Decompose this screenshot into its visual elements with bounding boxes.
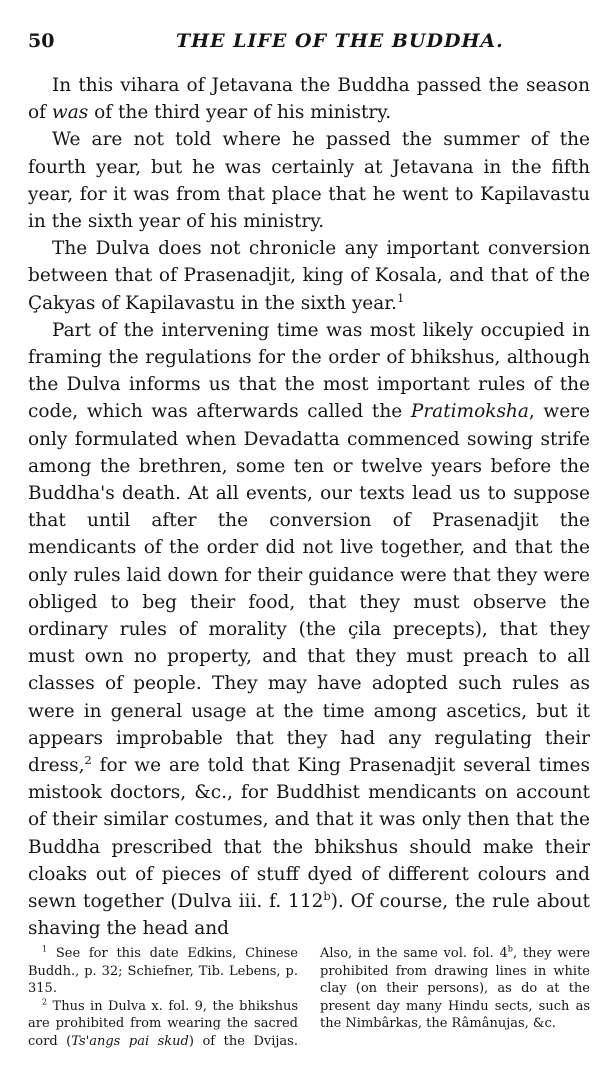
note-reference: 2 (84, 752, 92, 767)
text-run: Part of the intervening time was most likely occupied in framing the regulations for the order of bhikshus, although the Dulva informs us that the most important rules of the code, which was afterwards called the (28, 319, 590, 423)
page-number: 50 (28, 30, 55, 52)
text-run: ). Of course, the rule about shaving the head and (28, 891, 590, 940)
note-reference: 1 (42, 944, 48, 954)
running-title: THE LIFE OF THE BUDDHA. (176, 30, 504, 52)
text-run: for we are told that King Prasenadjit several times mistook doctors, &c., for Buddhist mendicants on account of their similar costumes, and that it was only then that the Buddha prescribed that the bhikshus should make their cloaks out of pieces of stuff dyed of different colours and sewn together (Dulva iii. f. 112 (28, 755, 590, 913)
text-run: See for this date Edkins, Chinese Buddh., p. 32; Schiefner, Tib. Lebens, p. 315. (28, 946, 298, 997)
text-run: ) of the Dvijas. Also, in the same vol. fol. 4 (188, 946, 508, 1049)
text-run: In this vihara of Jetavana the Buddha passed the season of (28, 75, 590, 124)
page-header (28, 30, 588, 60)
italic-text: was (51, 102, 89, 124)
italic-text: Pratimoksha (410, 401, 529, 423)
note-reference: 1 (396, 290, 405, 305)
note-reference: b (323, 888, 331, 903)
body-paragraph (28, 235, 590, 317)
footnotes (28, 945, 590, 1051)
body-paragraph (28, 317, 590, 943)
text-run: of the third year of his ministry. (88, 102, 392, 124)
body-paragraph (28, 72, 590, 126)
note-reference: 2 (42, 997, 48, 1007)
text-run: We are not told where he passed the summer of the fourth year, but he was certainly at Jetavana in the fifth year, for it was from that place that he went to Kapilavastu in the sixth year of his ministry. (28, 129, 590, 233)
text-run: The Dulva does not chronicle any important conversion between that of Prasenadjit, king of Kosala, and that of the Çakyas of Kapilavastu in the sixth year. (28, 238, 590, 314)
italic-text: Ts'angs pai skud (71, 1033, 189, 1049)
body-paragraph (28, 126, 590, 235)
body-text (28, 72, 590, 943)
note-reference: b (507, 944, 513, 954)
text-run: , they were prohibited from drawing lines in white clay (on their persons), as do at the present day many Hindu sects, such as the Nimbârkas, the Râmânujas, &c. (320, 946, 590, 1032)
text-run: , were only formulated when Devadatta commenced sowing strife among the brethren, some ten or twelve years before the Buddha's death. At all events, our texts lead us to suppose that until after the conversion of Prasenadjit the mendicants of the order did not live together, and that the only rules laid down for their guidance were that they were obliged to beg their food, that they must observe the ordinary rules of morality (the çila precepts), that they must own no property, and that they must preach to all classes of people. They may have adopted such rules as were in general usage at the time among ascetics, but it appears improbable that they had any regulating their dress, (28, 401, 591, 777)
footnote (28, 945, 298, 998)
text-run: Thus in Dulva x. fol. 9, the bhikshus are prohibited from wearing the sacred cord ( (28, 998, 298, 1049)
